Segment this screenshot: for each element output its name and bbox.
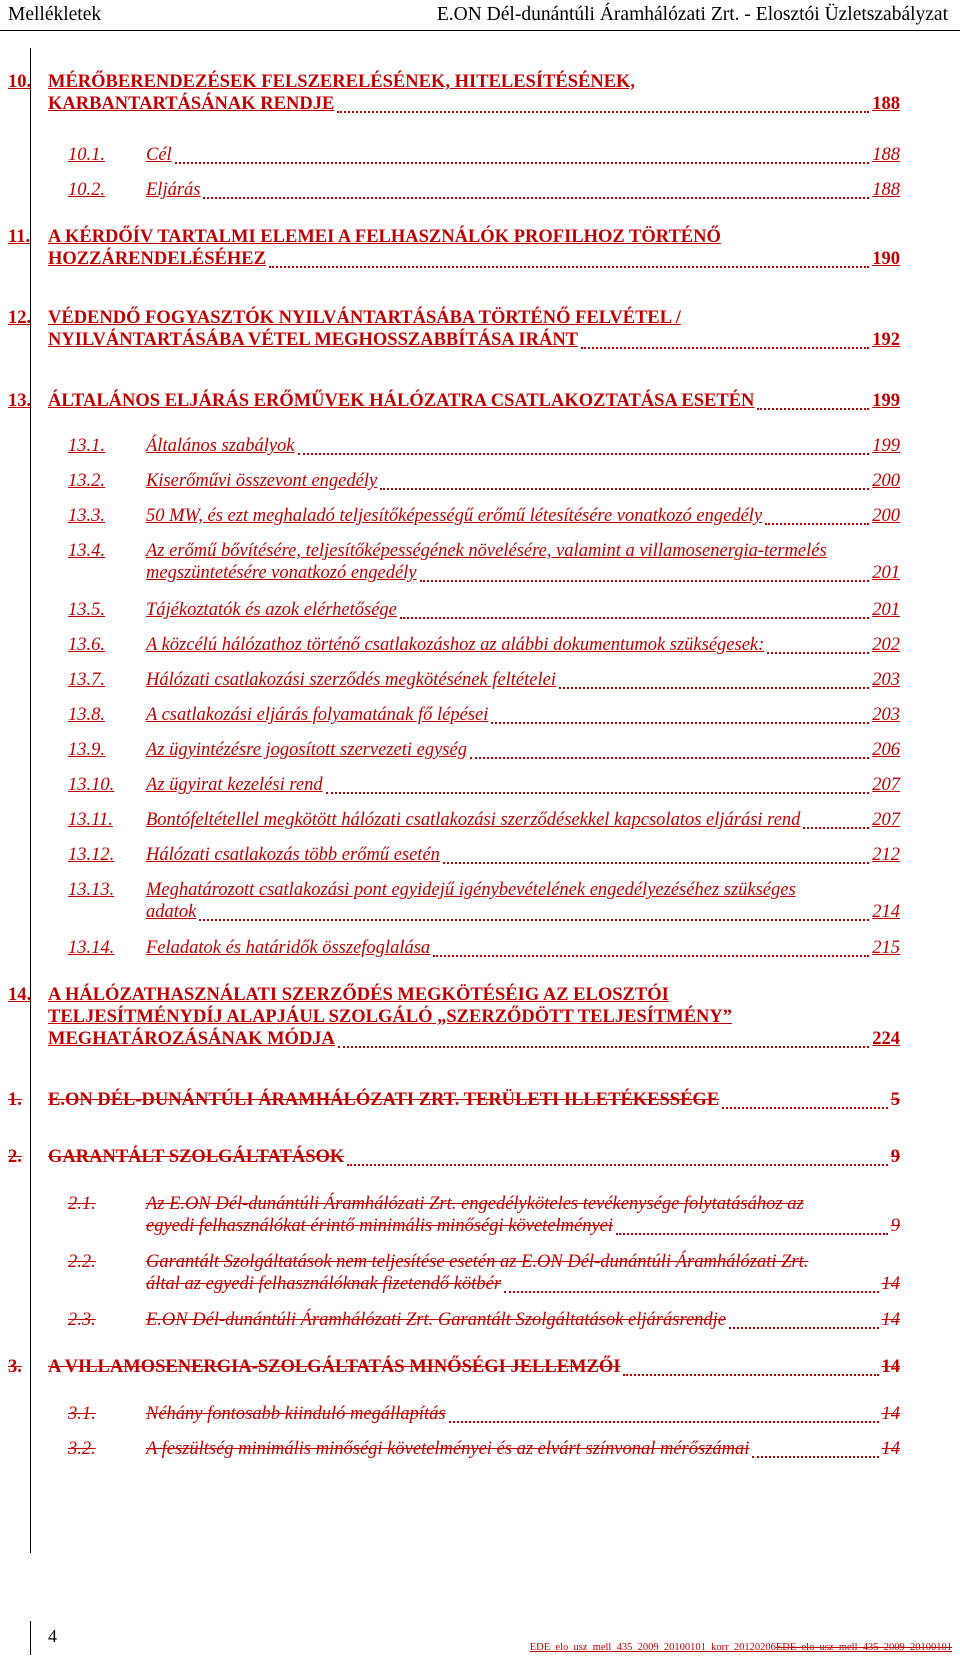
toc-entry-title: Garantált Szolgáltatások nem teljesítése esetén az E.ON Dél-dunántúli Áramhálózati Zrt. (146, 1252, 809, 1272)
toc-entry-page: 190 (872, 249, 900, 269)
toc-entry-number: 10. (8, 72, 32, 92)
toc-entry-title: Az erőmű bővítésére, teljesítőképességének növelésére, valamint a villamosenergia-termelés (146, 541, 827, 561)
toc-entry[interactable] (0, 308, 960, 356)
toc-entry-title: TELJESÍTMÉNYDÍJ ALAPJÁUL SZOLGÁLÓ „SZERZŐDÖTT TELJESÍTMÉNY” (48, 1007, 733, 1027)
toc-entry[interactable] (0, 1404, 960, 1430)
toc-leader-dots (729, 1327, 878, 1329)
toc-entry[interactable] (0, 391, 960, 417)
toc-entry-number: 13.2. (68, 471, 105, 491)
toc-entry[interactable] (0, 810, 960, 836)
toc-entry-page: 203 (872, 705, 900, 725)
footer-file-inserted: EDE_elo_usz_mell_435_2009_20100101_korr_20120206 (529, 1642, 776, 1653)
toc-entry-page: 199 (872, 436, 900, 456)
toc-leader-dots (757, 408, 869, 410)
toc-entry-number: 12. (8, 308, 32, 328)
toc-entry-title: megszüntetésére vonatkozó engedély (146, 563, 417, 583)
toc-entry-number: 10.2. (68, 180, 105, 200)
toc-entry-page: 14 (881, 1274, 900, 1294)
toc-entry[interactable] (0, 740, 960, 766)
toc-entry-title: E.ON Dél-dunántúli Áramhálózati Zrt. Garantált Szolgáltatások eljárásrendje (146, 1310, 727, 1330)
toc-entry-title: 50 MW, és ezt meghaladó teljesítőképességű erőmű létesítésére vonatkozó engedély (146, 506, 763, 526)
toc-entry[interactable] (0, 670, 960, 696)
toc-entry-page: 200 (872, 471, 900, 491)
toc-entry-title: által az egyedi felhasználóknak fizetendő kötbér (146, 1274, 502, 1294)
toc-entry-title: A közcélú hálózathoz történő csatlakozáshoz az alábbi dokumentumok szükségesek: (146, 635, 765, 655)
toc-entry[interactable] (0, 845, 960, 871)
toc-entry[interactable] (0, 600, 960, 626)
toc-entry[interactable] (0, 471, 960, 497)
toc-entry-page: 207 (872, 775, 900, 795)
footer-file-deleted: EDE_elo_usz_mell_435_2009_20100101 (775, 1642, 952, 1653)
toc-entry-page: 207 (872, 810, 900, 830)
toc-entry[interactable] (0, 705, 960, 731)
toc-entry-title: VÉDENDŐ FOGYASZTÓK NYILVÁNTARTÁSÁBA TÖRTÉNŐ FELVÉTEL / (48, 308, 681, 328)
toc-leader-dots (337, 111, 869, 113)
toc-entry-title: Az ügyirat kezelési rend (146, 775, 323, 795)
toc-leader-dots (433, 955, 869, 957)
toc-entry-number: 1. (8, 1090, 22, 1110)
toc-entry-number: 13.9. (68, 740, 105, 760)
toc-leader-dots (765, 523, 869, 525)
toc-entry-number: 11. (8, 227, 31, 247)
toc-entry-number: 13.13. (68, 880, 115, 900)
toc-entry-number: 3. (8, 1357, 22, 1377)
toc-entry-title: E.ON DÉL-DUNÁNTÚLI ÁRAMHÁLÓZATI ZRT. TERÜLETI ILLETÉKESSÉGE (48, 1090, 720, 1110)
toc-entry-title: Hálózati csatlakozási szerződés megkötésének feltételei (146, 670, 556, 690)
toc-leader-dots (326, 792, 870, 794)
toc-entry-number: 13.14. (68, 938, 115, 958)
toc-entry-title: Hálózati csatlakozás több erőmű esetén (146, 845, 440, 865)
toc-entry-title: Az ügyintézésre jogosított szervezeti egység (146, 740, 467, 760)
toc-entry[interactable] (0, 541, 960, 589)
toc-entry-number: 3.1. (68, 1404, 96, 1424)
toc-leader-dots (722, 1107, 888, 1109)
toc-leader-dots (470, 757, 869, 759)
toc-entry-title: NYILVÁNTARTÁSÁBA VÉTEL MEGHOSSZABBÍTÁSA IRÁNT (48, 330, 579, 350)
toc-entry-title: A HÁLÓZATHASZNÁLATI SZERZŐDÉS MEGKÖTÉSÉIG AZ ELOSZTÓI (48, 985, 669, 1005)
toc-entry-title: Meghatározott csatlakozási pont egyidejű igénybevételének engedélyezéséhez szükséges (146, 880, 796, 900)
toc-entry-page: 188 (872, 145, 900, 165)
toc-entry-number: 13.3. (68, 506, 105, 526)
toc-entry-title: MÉRŐBERENDEZÉSEK FELSZERELÉSÉNEK, HITELESÍTÉSÉNEK, (48, 72, 636, 92)
toc-leader-dots (347, 1164, 887, 1166)
toc-entry-page: 188 (872, 94, 900, 114)
toc-leader-dots (504, 1291, 878, 1293)
toc-leader-dots (752, 1456, 878, 1458)
toc-entry-page: 201 (872, 600, 900, 620)
toc-entry-title: Feladatok és határidők összefoglalása (146, 938, 431, 958)
toc-entry-page: 202 (872, 635, 900, 655)
toc-leader-dots (559, 687, 869, 689)
toc-entry-page: 224 (872, 1029, 900, 1049)
toc-entry-title: A feszültség minimális minőségi követelményei és az elvárt színvonal mérőszámai (146, 1439, 750, 1459)
toc-entry-number: 13.7. (68, 670, 105, 690)
toc-entry-title: egyedi felhasználókat érintő minimális minőségi követelményei (146, 1216, 614, 1236)
toc-entry-number: 13.11. (68, 810, 113, 830)
toc-entry-page: 9 (890, 1147, 900, 1167)
toc-entry[interactable] (0, 880, 960, 928)
toc-entry-number: 13. (8, 391, 32, 411)
toc-entry[interactable] (0, 1147, 960, 1173)
toc-entry[interactable] (0, 1090, 960, 1116)
toc-entry[interactable] (0, 1357, 960, 1383)
toc-entry-page: 212 (872, 845, 900, 865)
toc-entry-number: 10.1. (68, 145, 105, 165)
toc-entry-page: 214 (872, 902, 900, 922)
toc-entry[interactable] (0, 938, 960, 964)
toc-entry-number: 13.10. (68, 775, 115, 795)
toc-entry-title: MEGHATÁROZÁSÁNAK MÓDJA (48, 1029, 335, 1049)
toc-leader-dots (175, 162, 870, 164)
toc-entry-page: 14 (881, 1310, 900, 1330)
toc-entry-title: HOZZÁRENDELÉSÉHEZ (48, 249, 266, 269)
toc-entry[interactable] (0, 1439, 960, 1465)
toc-entry-title: adatok (146, 902, 197, 922)
toc-leader-dots (803, 827, 869, 829)
toc-leader-dots (400, 617, 869, 619)
toc-entry-title: Tájékoztatók és azok elérhetősége (146, 600, 397, 620)
toc-entry[interactable] (0, 635, 960, 661)
toc-entry[interactable] (0, 506, 960, 532)
toc-entry-page: 14 (881, 1357, 900, 1377)
toc-leader-dots (420, 580, 870, 582)
toc-entry[interactable] (0, 1194, 960, 1242)
toc-entry-title: ÁLTALÁNOS ELJÁRÁS ERŐMŰVEK HÁLÓZATRA CSATLAKOZTATÁSA ESETÉN (48, 391, 755, 411)
toc-entry-number: 13.6. (68, 635, 105, 655)
toc-leader-dots (767, 652, 869, 654)
toc-entry-number: 2.1. (68, 1194, 96, 1214)
toc-entry[interactable] (0, 1310, 960, 1336)
toc-entry-page: 199 (872, 391, 900, 411)
toc-leader-dots (199, 919, 869, 921)
toc-leader-dots (581, 347, 869, 349)
toc-leader-dots (623, 1374, 878, 1376)
toc-entry-number: 2. (8, 1147, 22, 1167)
toc-leader-dots (380, 488, 869, 490)
toc-leader-dots (203, 197, 869, 199)
toc-leader-dots (298, 453, 870, 455)
toc-entry-page: 14 (881, 1439, 900, 1459)
toc-entry[interactable] (0, 436, 960, 462)
toc-entry-page: 5 (890, 1090, 900, 1110)
toc-entry-number: 13.4. (68, 541, 105, 561)
header-section-title: Mellékletek (8, 4, 102, 25)
toc-entry-page: 200 (872, 506, 900, 526)
header-document-title: E.ON Dél-dunántúli Áramhálózati Zrt. - Elosztói Üzletszabályzat (436, 4, 948, 25)
toc-entry[interactable] (0, 227, 960, 275)
toc-entry-title: Általános szabályok (146, 436, 295, 456)
toc-entry[interactable] (0, 145, 960, 171)
toc-entry-number: 3.2. (68, 1439, 96, 1459)
toc-entry-title: GARANTÁLT SZOLGÁLTATÁSOK (48, 1147, 345, 1167)
toc-entry[interactable] (0, 180, 960, 206)
toc-entry-number: 13.8. (68, 705, 105, 725)
toc-entry-number: 14. (8, 985, 32, 1005)
toc-entry[interactable] (0, 775, 960, 801)
toc-entry-number: 13.1. (68, 436, 105, 456)
toc-entry-page: 215 (872, 938, 900, 958)
toc-entry-title: A KÉRDŐÍV TARTALMI ELEMEI A FELHASZNÁLÓK PROFILHOZ TÖRTÉNŐ (48, 227, 721, 247)
footer-file-name (530, 1642, 952, 1653)
toc-entry-title: Néhány fontosabb kiinduló megállapítás (146, 1404, 446, 1424)
toc-entry-page: 188 (872, 180, 900, 200)
toc-leader-dots (449, 1421, 879, 1423)
header-rule (0, 30, 960, 31)
toc-entry-title: Bontófeltétellel megkötött hálózati csatlakozási szerződésekkel kapcsolatos eljárási rend (146, 810, 801, 830)
toc-entry-number: 2.2. (68, 1252, 96, 1272)
toc-entry-page: 201 (872, 563, 900, 583)
toc-entry-title: Eljárás (146, 180, 201, 200)
toc-entry-page: 14 (881, 1404, 900, 1424)
toc-entry-title: Cél (146, 145, 172, 165)
toc-entry-page: 192 (872, 330, 900, 350)
toc-entry-title: Az E.ON Dél-dunántúli Áramhálózati Zrt. engedélyköteles tevékenysége folytatásához az (146, 1194, 804, 1214)
page-header (0, 0, 960, 30)
toc-entry-page: 206 (872, 740, 900, 760)
toc-leader-dots (269, 266, 869, 268)
toc-leader-dots (338, 1046, 869, 1048)
page-number: 4 (48, 1626, 57, 1646)
toc-entry-number: 13.12. (68, 845, 115, 865)
toc-leader-dots (616, 1233, 888, 1235)
toc-entry-page: 9 (890, 1216, 900, 1236)
toc-entry-title: A csatlakozási eljárás folyamatának fő lépései (146, 705, 489, 725)
footer-change-bar (30, 1621, 31, 1655)
toc-entry[interactable] (0, 985, 960, 1055)
toc-leader-dots (491, 722, 869, 724)
toc-entry-title: A VILLAMOSENERGIA-SZOLGÁLTATÁS MINŐSÉGI JELLEMZŐI (48, 1357, 621, 1377)
toc-entry-page: 203 (872, 670, 900, 690)
toc-entry-title: KARBANTARTÁSÁNAK RENDJE (48, 94, 335, 114)
toc-entry[interactable] (0, 1252, 960, 1300)
toc-entry-number: 13.5. (68, 600, 105, 620)
toc-entry-number: 2.3. (68, 1310, 96, 1330)
toc-entry-title: Kiserőművi összevont engedély (146, 471, 378, 491)
toc-entry[interactable] (0, 72, 960, 120)
toc-leader-dots (443, 862, 869, 864)
